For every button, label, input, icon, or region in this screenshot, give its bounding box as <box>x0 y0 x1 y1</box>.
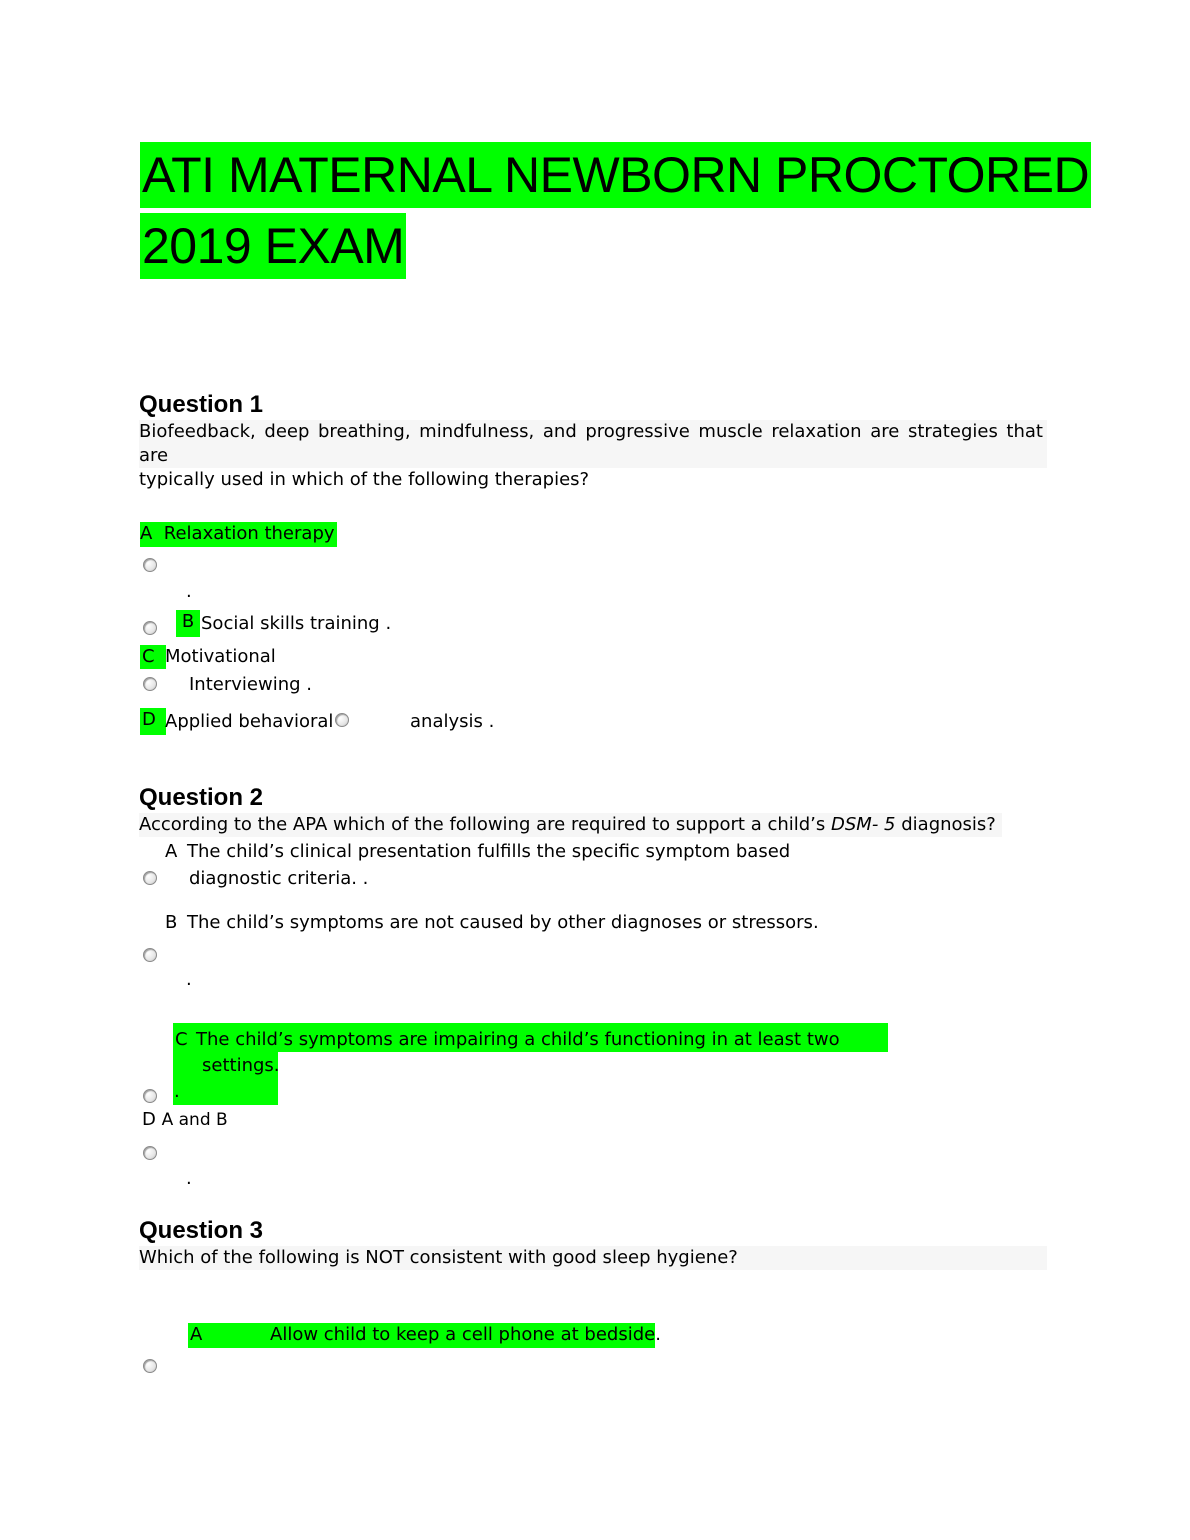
question-1-option-b-text: Social skills training . <box>201 613 392 634</box>
question-2-option-c-letter: C <box>175 1029 188 1050</box>
question-2-heading: Question 2 <box>139 784 264 811</box>
question-2-option-d-dot: . <box>186 1168 192 1189</box>
question-1-option-a-dot: . <box>186 581 192 602</box>
question-1-heading: Question 1 <box>139 391 264 418</box>
question-3-option-a-radio[interactable] <box>143 1359 157 1373</box>
question-3-option-a-letter: A <box>190 1324 203 1345</box>
question-1-option-a-text: Relaxation therapy <box>163 523 335 544</box>
question-1-option-d-text-2: analysis . <box>410 711 495 732</box>
question-2-option-d-label <box>142 1108 228 1132</box>
question-2-option-c-radio[interactable] <box>143 1089 157 1103</box>
question-1-prompt-line-1: Biofeedback, deep breathing, mindfulness, and progressive muscle relaxation are strategies that are <box>139 421 1043 466</box>
question-2-option-c-text-2: settings. <box>202 1055 280 1076</box>
question-1-option-c-letter: C <box>140 645 166 669</box>
question-2-option-a-text-2: diagnostic criteria. . <box>189 868 369 889</box>
question-1-option-a-letter: A <box>140 523 153 544</box>
question-2-option-b-text: The child’s symptoms are not caused by other diagnoses or stressors. <box>187 912 819 933</box>
question-2-prompt-after: diagnosis? <box>895 814 996 835</box>
document-title-line-1: ATI MATERNAL NEWBORN PROCTORED <box>140 142 1091 208</box>
question-2-prompt <box>139 813 1002 837</box>
question-1-option-c-text-1: Motivational <box>165 646 276 667</box>
question-2-option-b-letter: B <box>165 912 178 933</box>
question-3-heading: Question 3 <box>139 1217 264 1244</box>
question-2-option-d-letter: D <box>142 1109 156 1130</box>
question-2-option-a-radio[interactable] <box>143 871 157 885</box>
question-1-prompt-line-2: typically used in which of the following therapies? <box>139 469 590 490</box>
question-1-option-d-letter: D <box>140 708 166 735</box>
question-2-option-d-text: A and B <box>161 1110 228 1130</box>
question-2-prompt-italic: DSM- 5 <box>831 814 896 835</box>
question-1-option-c-radio[interactable] <box>143 677 157 691</box>
question-2-option-c-text-1: The child’s symptoms are impairing a child’s functioning in at least two <box>196 1029 840 1050</box>
question-2-option-b-dot: . <box>186 969 192 990</box>
question-1-option-a-radio[interactable] <box>143 558 157 572</box>
question-1-option-d-radio[interactable] <box>335 713 349 727</box>
question-2-option-a-letter: A <box>165 841 178 862</box>
question-2-option-c-dot: . <box>174 1081 180 1102</box>
question-1-option-a-label <box>140 522 337 547</box>
question-3-option-a-label <box>188 1323 661 1348</box>
question-1-option-b-radio[interactable] <box>143 621 157 635</box>
question-3-prompt-box <box>139 1246 1047 1270</box>
question-1-option-c-text-2: Interviewing . <box>189 674 312 695</box>
question-1-prompt-box <box>139 420 1047 490</box>
question-1-option-d-text-1: Applied behavioral <box>165 711 334 732</box>
question-2-prompt-before: According to the APA which of the following are required to support a child’s <box>139 814 832 835</box>
question-1-option-b-letter: B <box>176 610 200 637</box>
document-title-line-2: 2019 EXAM <box>140 213 406 279</box>
question-2-option-b-radio[interactable] <box>143 948 157 962</box>
question-2-option-a-text-1: The child’s clinical presentation fulfills the specific symptom based <box>187 841 791 862</box>
question-3-option-a-text: Allow child to keep a cell phone at bedside. <box>270 1324 661 1345</box>
question-2-option-d-radio[interactable] <box>143 1146 157 1160</box>
question-3-prompt: Which of the following is NOT consistent with good sleep hygiene? <box>139 1247 738 1268</box>
